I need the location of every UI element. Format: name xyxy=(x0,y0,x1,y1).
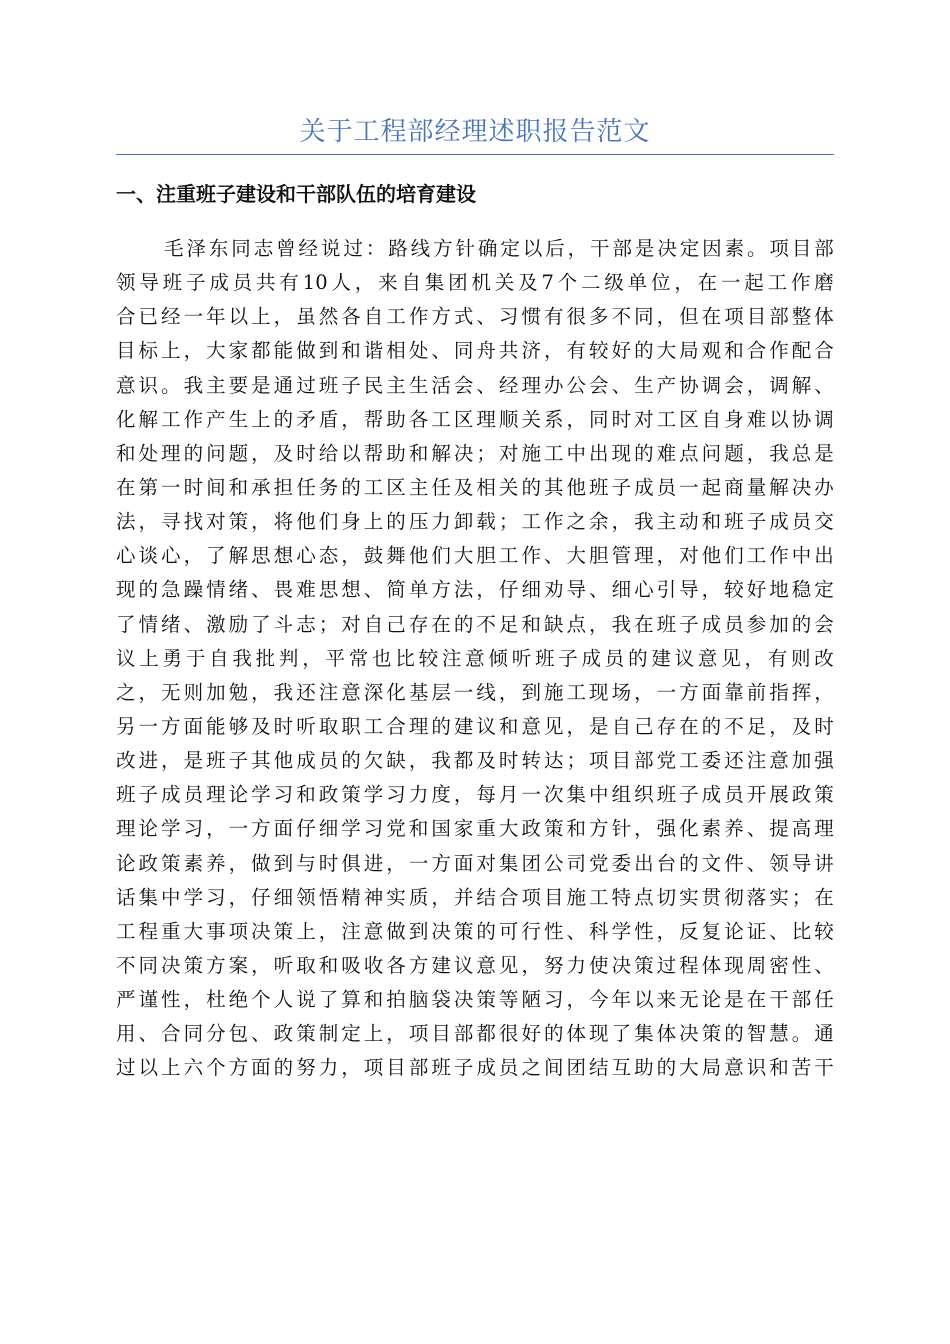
paragraph-line: 不同决策方案，听取和吸收各方建议意见，努力使决策过程体现周密性、 xyxy=(116,953,834,977)
paragraph-line: 和处理的问题，及时给以帮助和解决；对施工中出现的难点问题，我总是 xyxy=(116,441,834,465)
paragraph-line: 严谨性，杜绝个人说了算和拍脑袋决策等陋习，今年以来无论是在干部任 xyxy=(116,988,834,1012)
paragraph-line: 法，寻找对策，将他们身上的压力卸载；工作之余，我主动和班子成员交 xyxy=(116,510,834,534)
document-title: 关于工程部经理述职报告范文 xyxy=(299,117,651,147)
paragraph-line: 之，无则加勉，我还注意深化基层一线，到施工现场，一方面靠前指挥， xyxy=(116,680,834,704)
paragraph-line: 了情绪、激励了斗志；对自己存在的不足和缺点，我在班子成员参加的会 xyxy=(116,612,834,636)
paragraph-line: 议上勇于自我批判，平常也比较注意倾听班子成员的建议意见，有则改 xyxy=(116,646,834,670)
paragraph-line: 改进，是班子其他成员的欠缺，我都及时转达；项目部党工委还注意加强 xyxy=(116,749,834,773)
paragraph-line: 心谈心，了解思想心态，鼓舞他们大胆工作、大胆管理，对他们工作中出 xyxy=(116,544,834,568)
paragraph-line: 现的急躁情绪、畏难思想、简单方法，仔细劝导、细心引导，较好地稳定 xyxy=(116,578,834,602)
paragraph-line: 话集中学习，仔细领悟精神实质，并结合项目施工特点切实贯彻落实；在 xyxy=(116,885,834,909)
paragraph-line: 班子成员理论学习和政策学习力度，每月一次集中组织班子成员开展政策 xyxy=(116,783,834,807)
paragraph-line: 过以上六个方面的努力，项目部班子成员之间团结互助的大局意识和苦干 xyxy=(116,1056,834,1080)
paragraph-line: 用、合同分包、政策制定上，项目部都很好的体现了集体决策的智慧。通 xyxy=(116,1022,834,1046)
paragraph-line: 在第一时间和承担任务的工区主任及相关的其他班子成员一起商量解决办 xyxy=(116,475,834,499)
paragraph-line: 化解工作产生上的矛盾，帮助各工区理顺关系，同时对工区自身难以协调 xyxy=(116,407,834,431)
body-paragraph xyxy=(116,232,834,1086)
paragraph-line: 目标上，大家都能做到和谐相处、同舟共济，有较好的大局观和合作配合 xyxy=(116,339,834,363)
paragraph-line: 论政策素养，做到与时俱进，一方面对集团公司党委出台的文件、领导讲 xyxy=(116,851,834,875)
section-heading: 一、注重班子建设和干部队伍的培育建设 xyxy=(116,182,476,206)
paragraph-line: 意识。我主要是通过班子民主生活会、经理办公会、生产协调会，调解、 xyxy=(116,373,834,397)
paragraph-line: 工程重大事项决策上，注意做到决策的可行性、科学性，反复论证、比较 xyxy=(116,919,834,943)
title-underline-divider xyxy=(116,154,834,155)
paragraph-line: 另一方面能够及时听取职工合理的建议和意见，是自己存在的不足，及时 xyxy=(116,714,834,738)
paragraph-line: 领导班子成员共有10人，来自集团机关及7个二级单位，在一起工作磨 xyxy=(116,271,834,295)
paragraph-line: 合已经一年以上，虽然各自工作方式、习惯有很多不同，但在项目部整体 xyxy=(116,305,834,329)
paragraph-line: 毛泽东同志曾经说过：路线方针确定以后，干部是决定因素。项目部 xyxy=(164,237,834,260)
paragraph-line: 理论学习，一方面仔细学习党和国家重大政策和方针，强化素养、提高理 xyxy=(116,817,834,841)
